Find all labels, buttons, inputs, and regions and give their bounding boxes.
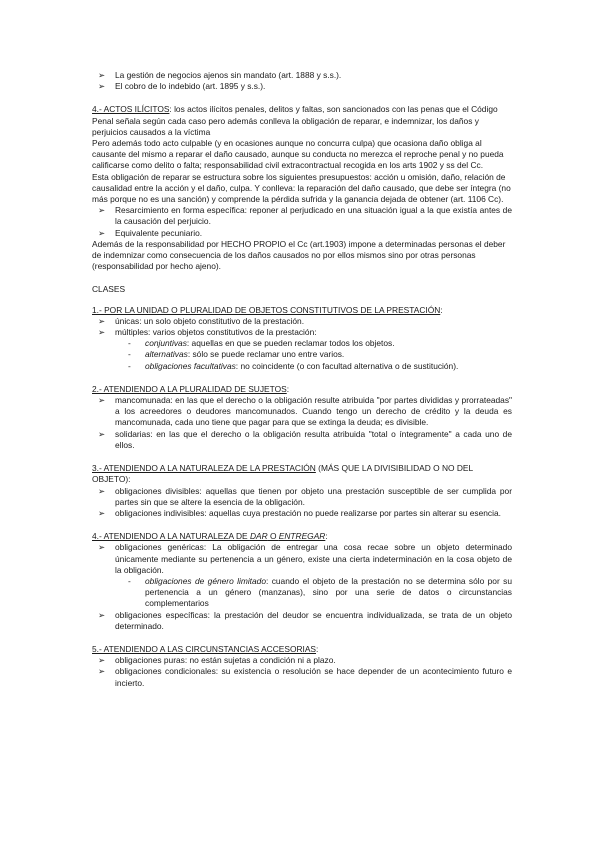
arrow-bullet-icon: ➢ — [98, 395, 106, 406]
arrow-bullet-icon: ➢ — [98, 81, 106, 92]
list-item: ➢ obligaciones específicas: la prestación del deudor se encuentra individualizada, se trata de un objeto determinado. — [98, 609, 512, 631]
arrow-bullet-icon: ➢ — [98, 666, 106, 677]
sub-list-item: - obligaciones de género limitado: cuando el objeto de la prestación no se determina sólo por su pertenencia a un género (manzanas), sino por una serie de datos o circunstancias complementarios — [128, 575, 512, 609]
dash-bullet-icon: - — [128, 575, 131, 586]
paragraph: Esta obligación de reparar se estructura sobre los siguientes presupuestos: acción u omisión, daño, relación de causalidad entre la acción y el daño, culpa. Y conlleva: la reparación del daño causado, que debe ser íntegra (no más porque no es una sanción) y comprende la pérdida sufrida y la ganancia dejada de obtener (art. 1106 Cc). — [92, 171, 511, 205]
arrow-bullet-icon: ➢ — [98, 542, 106, 553]
paragraph: Pero además todo acto culpable (y en ocasiones aunque no concurra culpa) que ocasiona daño obliga al causante del mismo a reparar el daño causado, aunque su conducta no merezca el reproche penal y no pueda calificarse como delito o falta; responsabilidad civil extracontractual recogida en los arts 1902 y ss del Cc. — [92, 138, 504, 171]
sub-list-item: - alternativas: sólo se puede reclamar uno entre varios. — [128, 349, 345, 360]
arrow-bullet-icon: ➢ — [98, 205, 106, 216]
section-heading: 4.- ACTOS ILÍCITOS — [92, 104, 170, 115]
section-actos-ilicitos: 4.- ACTOS ILÍCITOS: los actos ilícitos penales, delitos y faltas, son sancionados con las penas que el Código Penal señala según cada caso pero además conlleva la obligación de reparar, e indemnizar, los daños y perjuicios causados a la víctima — [92, 104, 498, 137]
section-heading: 4.- ATENDIENDO A LA NATURALEZA DE DAR O ENTREGAR: — [92, 531, 328, 542]
dash-bullet-icon: - — [128, 360, 131, 371]
dash-bullet-icon: - — [128, 338, 131, 349]
paragraph: Además de la responsabilidad por HECHO PROPIO el Cc (art.1903) impone a determinadas personas el deber de indemnizar como consecuencia de los daños causados no por ellos mismos sino por otras personas (responsabilidad por hecho ajeno). — [92, 238, 506, 272]
document-page — [92, 70, 512, 689]
list-item: ➢ obligaciones genéricas: La obligación de entregar una cosa recae sobre un objeto determinado únicamente mediante su pertenencia a un género, existe una cierta indeterminación en la cosa objeto de la obligación. — [98, 542, 512, 575]
list-item: ➢ únicas: un solo objeto constitutivo de la prestación. — [98, 315, 305, 326]
list-item: ➢ obligaciones puras: no están sujetas a condición ni a plazo. — [98, 655, 336, 666]
arrow-bullet-icon: ➢ — [98, 507, 106, 518]
list-item: ➢ solidarias: en las que el derecho o la obligación resulta atribuida "total o íntegramente" a cada uno de ellos. — [98, 428, 512, 450]
arrow-bullet-icon: ➢ — [98, 485, 106, 496]
arrow-bullet-icon: ➢ — [98, 655, 106, 666]
list-item: ➢ obligaciones condicionales: su existencia o resolución se hace depender de un acontecimiento futuro e incierto. — [98, 666, 512, 688]
list-item: ➢ mancomunada: en las que el derecho o la obligación resulte atribuida "por partes divididas y prorrateadas" a los acreedores o deudores mancomunados. Cuando tengo un derecho de crédito y la deuda es mancomunada, cada uno tiene que pagar para que se extinga la deuda; es divisible. — [98, 395, 512, 428]
clases-title: CLASES — [92, 284, 126, 295]
list-item: ➢ Resarcimiento en forma específica: reponer al perjudicado en una situación igual a la que existía antes de la causación del perjuicio. — [98, 205, 512, 227]
section-heading: 3.- ATENDIENDO A LA NATURALEZA DE LA PRESTACIÓN (MÁS QUE LA DIVISIBILIDAD O NO DEL OBJETO): — [92, 463, 473, 485]
list-item: ➢ La gestión de negocios ajenos sin mandato (art. 1888 y s.s.). — [98, 70, 342, 80]
arrow-bullet-icon: ➢ — [98, 315, 106, 326]
section-heading: 2.- ATENDIENDO A LA PLURALIDAD DE SUJETOS: — [92, 383, 290, 394]
section-heading: 5.- ATENDIENDO A LAS CIRCUNSTANCIAS ACCESORIAS: — [92, 643, 319, 654]
list-item: ➢ Equivalente pecuniario. — [98, 227, 203, 238]
sub-list-item: - obligaciones facultativas: no coincidente (o con facultad alternativa o de sustitución). — [128, 360, 459, 371]
sub-list-item: - conjuntivas: aquellas en que se pueden reclamar todos los objetos. — [128, 338, 395, 349]
list-item: ➢ obligaciones indivisibles: aquellas cuya prestación no puede realizarse por partes sin alterar su esencia. — [98, 507, 501, 518]
arrow-bullet-icon: ➢ — [98, 327, 106, 338]
dash-bullet-icon: - — [128, 349, 131, 360]
section-heading: 1.- POR LA UNIDAD O PLURALIDAD DE OBJETOS CONSTITUTIVOS DE LA PRESTACIÓN: — [92, 304, 443, 315]
arrow-bullet-icon: ➢ — [98, 70, 106, 80]
list-item: ➢ múltiples: varios objetos constitutivos de la prestación: — [98, 327, 317, 338]
arrow-bullet-icon: ➢ — [98, 609, 106, 620]
arrow-bullet-icon: ➢ — [98, 428, 106, 439]
list-item: ➢ El cobro de lo indebido (art. 1895 y s.s.). — [98, 81, 266, 92]
arrow-bullet-icon: ➢ — [98, 227, 106, 238]
list-item: ➢ obligaciones divisibles: aquellas que tienen por objeto una prestación susceptible de ser cumplida por partes sin que se altere la esencia de la obligación. — [98, 485, 512, 507]
